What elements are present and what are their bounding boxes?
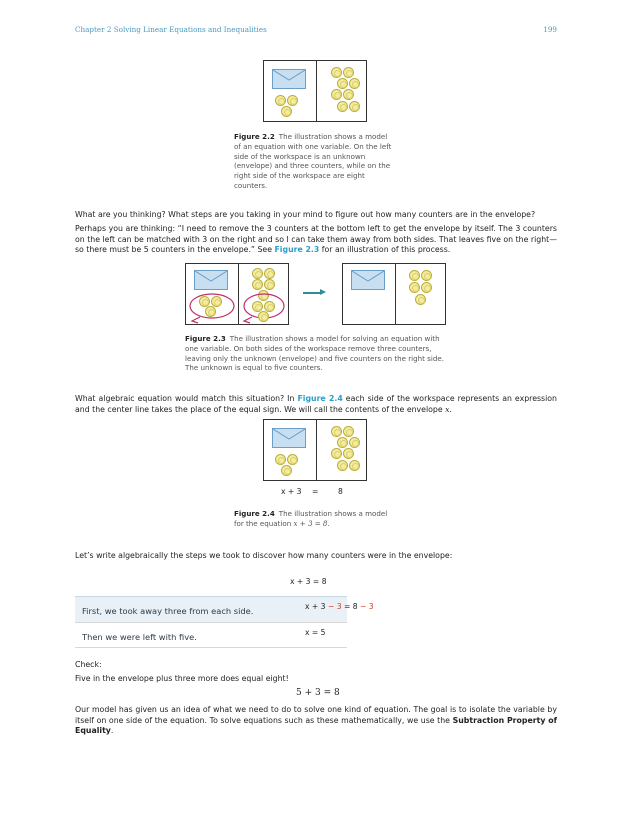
counter-icon: [287, 454, 298, 465]
transition-arrow: [303, 292, 321, 294]
figure-2-2-caption: [234, 132, 396, 191]
figure-2-4-left-expression: x + 3: [281, 487, 302, 496]
caption-equation: x + 3 = 8: [293, 518, 328, 528]
counter-icon: [349, 460, 360, 471]
paragraph-steps-intro: Let’s write algebraically the steps we took to discover how many counters were in the envelope:: [75, 551, 453, 560]
counter-icon: [275, 454, 286, 465]
counter-icon: [343, 448, 354, 459]
figure-2-2-workspace: [263, 60, 367, 122]
table-row: [75, 622, 347, 648]
figure-2-4-right-expression: 8: [338, 487, 343, 496]
counter-icon: [349, 437, 360, 448]
step-expr-c: = 8: [341, 602, 358, 611]
figure-2-4-workspace: [263, 419, 367, 481]
caption-text: The illustration shows a model for the equation: [234, 509, 388, 528]
counter-icon: [331, 67, 342, 78]
counter-icon: [337, 460, 348, 471]
chapter-title: Chapter 2 Solving Linear Equations and Inequalities: [75, 25, 267, 34]
paragraph-question: What are you thinking? What steps are you taking in your mind to figure out how many counters are in the envelope?: [75, 210, 536, 219]
counter-icon: [281, 106, 292, 117]
envelope-icon: [272, 428, 306, 448]
check-equation: 5 + 3 = 8: [296, 688, 340, 698]
counter-icon: [343, 89, 354, 100]
check-text: Five in the envelope plus three more does equal eight!: [75, 674, 289, 683]
paragraph-text: Perhaps you are thinking: “I need to remove the 3 counters at the bottom left to get the envelope by itself. The 3 counters on the left can be matched with 3 on the right and so I can take them away from both sides. That leaves five on the right—so there must be 5 counters in the envelope.” See: [75, 224, 557, 255]
main-equation: x + 3 = 8: [290, 577, 327, 586]
subtraction-property-term: Subtraction Property of Equality: [75, 715, 557, 736]
counter-icon: [415, 294, 426, 305]
figure-2-3-workspace-after: [342, 263, 446, 325]
figure-2-3-link[interactable]: Figure 2.3: [274, 245, 320, 255]
figure-2-4-link[interactable]: Figure 2.4: [297, 394, 343, 403]
counter-icon: [337, 437, 348, 448]
workspace-divider: [316, 61, 317, 121]
workspace-divider: [316, 420, 317, 480]
page-header: [75, 25, 557, 37]
paragraph-conclusion: [75, 705, 557, 737]
paragraph-algebraic: [75, 394, 557, 415]
counter-icon: [252, 279, 263, 290]
step-expr-a: x + 3: [305, 602, 326, 611]
counter-icon: [337, 78, 348, 89]
step-equation: [305, 602, 374, 611]
figure-2-4-equals: =: [312, 487, 319, 496]
counter-icon: [211, 296, 222, 307]
page-number: 199: [543, 25, 557, 34]
paragraph-text: What algebraic equation would match this situation? In: [75, 394, 295, 403]
step-description: First, we took away three from each side.: [82, 606, 254, 616]
paragraph-end: .: [110, 726, 114, 736]
counter-icon: [343, 67, 354, 78]
workspace-divider: [395, 264, 396, 324]
counter-icon: [258, 311, 269, 322]
caption-text: The illustration shows a model for solving an equation with one variable. On both sides of the workspace remove three counters, leaving only the unknown (envelope) and five counters on the right side. The unknown is equal to five counters.: [185, 334, 444, 373]
counter-icon: [205, 306, 216, 317]
paragraph-end: .: [449, 404, 453, 414]
caption-text: The illustration shows a model of an equation with one variable. On the left side of the workspace is an unknown (envelope) and three counters, while on the right side of the workspace are eight counters.: [234, 132, 392, 190]
counter-icon: [343, 426, 354, 437]
subtracted-term: − 3: [325, 602, 342, 611]
variable-x: x: [445, 404, 450, 414]
step-equation: x = 5: [305, 628, 326, 637]
counter-icon: [337, 101, 348, 112]
caption-end: .: [327, 518, 330, 528]
table-row: [75, 596, 374, 622]
counter-icon: [349, 101, 360, 112]
subtracted-term: − 3: [357, 602, 374, 611]
counter-icon: [349, 78, 360, 89]
paragraph-tail: for an illustration of this process.: [321, 245, 451, 255]
counter-icon: [281, 465, 292, 476]
counter-icon: [331, 426, 342, 437]
counter-icon: [264, 301, 275, 312]
paragraph-text: Our model has given us an idea of what we need to do to solve one kind of equation. The goal is to isolate the variable by itself on one side of the equation. To solve equations such as these mathematically, we use the: [75, 705, 557, 725]
figure-2-3-workspace-before: [185, 263, 289, 325]
envelope-icon: [194, 270, 228, 290]
counter-icon: [264, 268, 275, 279]
counter-icon: [331, 448, 342, 459]
counter-icon: [275, 95, 286, 106]
envelope-icon: [272, 69, 306, 89]
paragraph-tail: each side of the workspace represents an expression and the center line takes the place of the equal sign. We will call the contents of the envelope: [75, 394, 557, 414]
figure-label: Figure 2.2: [234, 132, 275, 141]
paragraph-thinking: [75, 224, 557, 256]
counter-icon: [252, 268, 263, 279]
figure-2-4-caption: [234, 509, 396, 529]
counter-icon: [421, 270, 432, 281]
arrow-head-icon: [320, 289, 326, 295]
envelope-icon: [351, 270, 385, 290]
step-description: Then we were left with five.: [82, 632, 197, 642]
counter-icon: [287, 95, 298, 106]
counter-icon: [331, 89, 342, 100]
steps-table: [75, 596, 374, 648]
figure-label: Figure 2.4: [234, 509, 275, 518]
counter-icon: [421, 282, 432, 293]
figure-label: Figure 2.3: [185, 334, 226, 343]
counter-icon: [264, 279, 275, 290]
check-label: Check:: [75, 660, 102, 669]
figure-2-3-caption: [185, 334, 447, 373]
counter-icon: [409, 270, 420, 281]
counter-icon: [409, 282, 420, 293]
